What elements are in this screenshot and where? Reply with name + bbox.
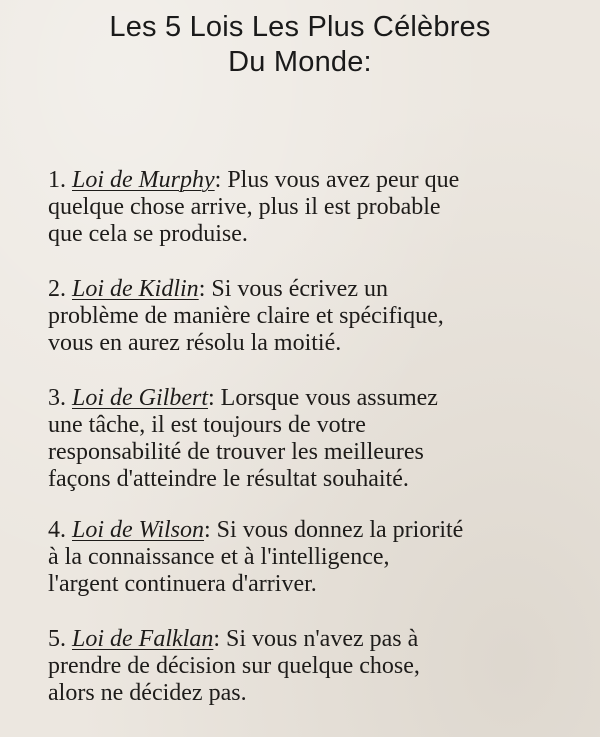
law-name: Loi de Murphy <box>72 167 215 193</box>
law-text-line: façons d'atteindre le résultat souhaité. <box>48 466 409 492</box>
law-name: Loi de Falklan <box>72 626 214 652</box>
title-line-1: Les 5 Lois Les Plus Célèbres <box>109 11 491 43</box>
law-first-line <box>48 626 578 653</box>
law-number: 2. <box>48 276 66 302</box>
law-number: 1. <box>48 167 66 193</box>
law-text-line: que cela se produise. <box>48 221 248 247</box>
law-item-murphy <box>48 167 578 248</box>
law-item-kidlin <box>48 276 578 357</box>
law-number: 4. <box>48 517 66 543</box>
law-first-line <box>48 385 578 412</box>
law-number: 3. <box>48 385 66 411</box>
law-text-line: problème de manière claire et spécifique, <box>48 303 444 329</box>
law-first-line <box>48 167 578 194</box>
law-item-gilbert <box>48 385 578 493</box>
title-line-2: Du Monde: <box>228 46 372 78</box>
law-name: Loi de Gilbert <box>72 385 208 411</box>
page-title <box>0 10 600 80</box>
law-text-line: une tâche, il est toujours de votre <box>48 412 366 438</box>
law-item-falklan <box>48 626 578 707</box>
law-item-wilson <box>48 517 578 598</box>
law-name: Loi de Kidlin <box>72 276 199 302</box>
law-text-line: prendre de décision sur quelque chose, <box>48 653 420 679</box>
law-first-line <box>48 517 578 544</box>
law-name: Loi de Wilson <box>72 517 205 543</box>
law-text: : Si vous n'avez pas à <box>213 626 419 652</box>
law-text: : Plus vous avez peur que <box>214 167 460 193</box>
law-text-line: vous en aurez résolu la moitié. <box>48 330 342 356</box>
law-text-line: responsabilité de trouver les meilleures <box>48 439 424 465</box>
law-text-line: l'argent continuera d'arriver. <box>48 571 317 597</box>
law-text: : Si vous donnez la priorité <box>204 517 464 543</box>
law-text: : Si vous écrivez un <box>198 276 388 302</box>
law-text: : Lorsque vous assumez <box>208 385 438 411</box>
law-text-line: à la connaissance et à l'intelligence, <box>48 544 390 570</box>
law-number: 5. <box>48 626 66 652</box>
law-text-line: alors ne décidez pas. <box>48 680 247 706</box>
law-text-line: quelque chose arrive, plus il est probable <box>48 194 441 220</box>
law-first-line <box>48 276 578 303</box>
